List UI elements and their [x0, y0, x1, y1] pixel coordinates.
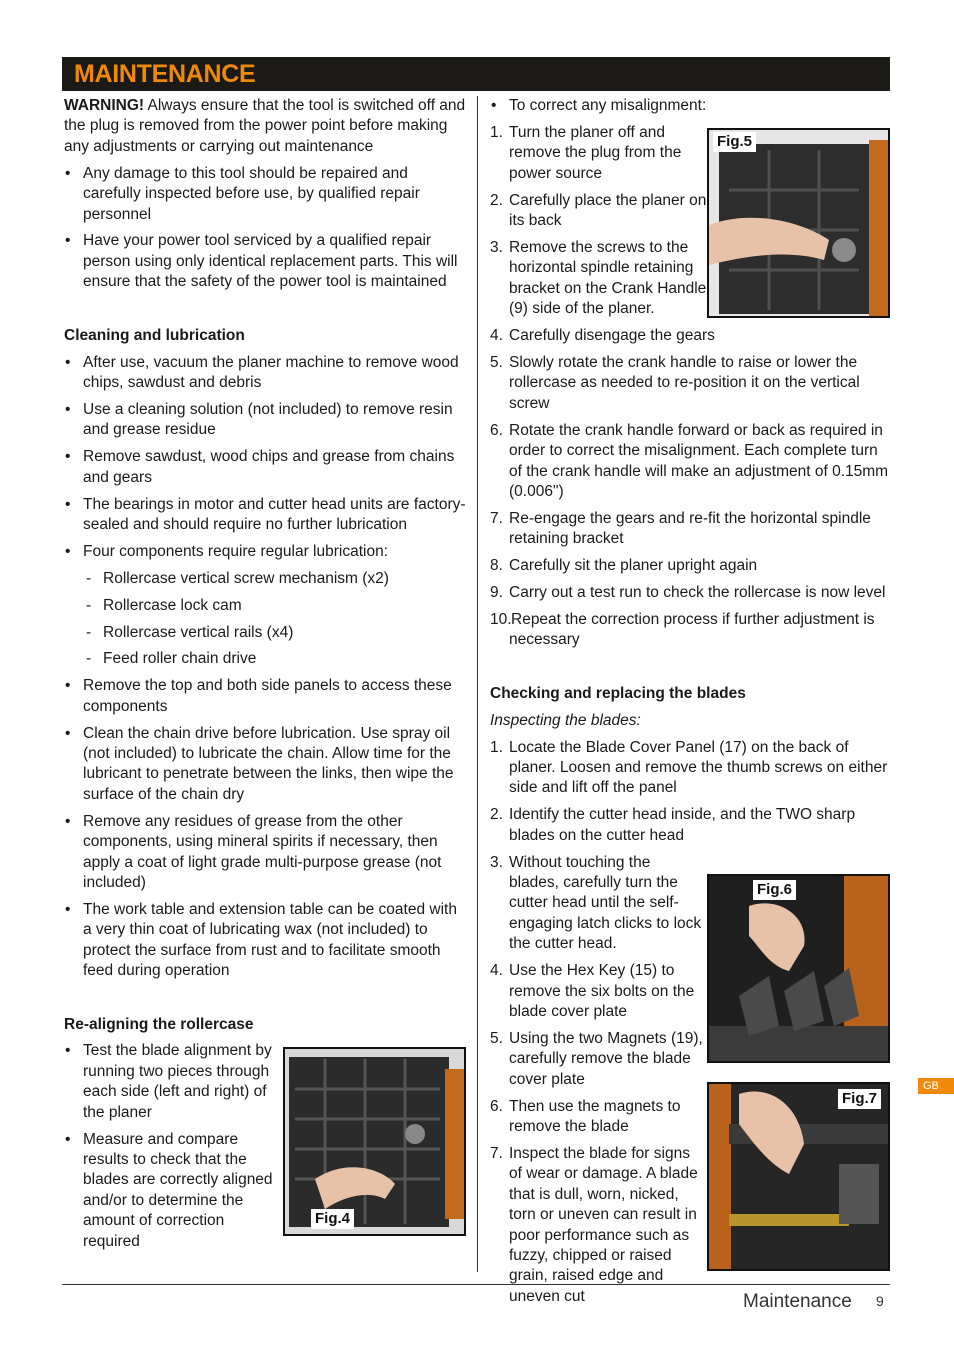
step-text: Rotate the crank handle forward or back as required in order to correct the misalignment. Each complete turn of the crank handle will make an adjustment of 0.15mm (0.006") [509, 421, 889, 500]
step-item [490, 583, 890, 603]
figure-7-label: Fig.7 [838, 1089, 881, 1109]
step-text: Re-engage the gears and re-fit the horizontal spindle retaining bracket [509, 509, 871, 548]
step-item [490, 191, 708, 232]
warning-text: Always ensure that the tool is switched off and the plug is removed from the power point before making any adjustments or carrying out maintenance [64, 97, 466, 155]
step-text: Carefully disengage the gears [509, 327, 715, 345]
language-tab: GB [918, 1078, 954, 1094]
step-number: 6. [490, 1097, 503, 1115]
step-text: Locate the Blade Cover Panel (17) on the back of planer. Loosen and remove the thumb screws on either side and lift off the panel [509, 738, 888, 797]
step-item [490, 805, 890, 846]
warning-paragraph [64, 96, 466, 157]
list-item: • Use a cleaning solution (not included) to remove resin and grease residue [64, 400, 466, 441]
cleaning-bullet-list-continued [64, 676, 466, 981]
section-header-bar [62, 57, 890, 91]
page-title: MAINTENANCE [74, 60, 256, 88]
step-number: 3. [490, 853, 503, 871]
step-text: Using the two Magnets (19), carefully remove the blade cover plate [509, 1029, 703, 1088]
cutter-head-illustration [709, 1084, 890, 1271]
list-item: • To correct any misalignment: [490, 96, 890, 116]
step-item [490, 961, 702, 1022]
list-item: • Any damage to this tool should be repaired and carefully inspected before use, by qualified repair personnel [64, 164, 466, 225]
step-number: 2. [490, 806, 503, 824]
list-item: • Measure and compare results to check that the blades are correctly aligned and/or to determine the amount of correction required [64, 1130, 274, 1252]
misalign-bullet-list [490, 96, 890, 116]
list-item: • Test the blade alignment by running two pieces through each side (left and right) of the planer [64, 1041, 274, 1123]
list-item: • Clean the chain drive before lubrication. Use spray oil (not included) to lubricate the chain. Allow time for the lubricant to penetrate between the links, then wipe the surface of the chain dry [64, 724, 466, 806]
spindle-bracket-illustration [709, 130, 890, 318]
planer-back-illustration [285, 1049, 466, 1236]
step-text: Identify the cutter head inside, and the TWO sharp blades on the cutter head [509, 806, 856, 844]
step-number: 2. [490, 191, 503, 209]
step-item [490, 853, 702, 955]
blades-heading: Checking and replacing the blades [490, 684, 746, 702]
figure-7-planer-photo [707, 1082, 890, 1271]
list-item: • Remove the top and both side panels to access these components [64, 676, 466, 717]
step-text: Slowly rotate the crank handle to raise or lower the rollercase as needed to re-position it on the vertical screw [509, 353, 860, 412]
list-item: - Feed roller chain drive [64, 649, 466, 669]
step-number: 7. [490, 1144, 503, 1162]
list-item: • Four components require regular lubrication: [64, 542, 466, 562]
step-number: 5. [490, 1029, 503, 1047]
figure-4-planer-photo [283, 1047, 466, 1236]
list-item: • Remove any residues of grease from the other components, using mineral spirits if necessary, then apply a coat of light grade multi-purpose grease (not included) [64, 812, 466, 894]
step-number: 4. [490, 327, 503, 345]
column-divider [477, 96, 478, 1272]
list-item: • Remove sawdust, wood chips and grease from chains and gears [64, 447, 466, 488]
list-item: • Have your power tool serviced by a qualified repair person using only identical replacement parts. This will ensure that the safety of the power tool is maintained [64, 231, 466, 292]
list-item: - Rollercase vertical rails (x4) [64, 623, 466, 643]
step-text: Carry out a test run to check the rollercase is now level [509, 584, 886, 602]
step-item [490, 353, 890, 414]
step-number: 7. [490, 509, 503, 527]
step-number: 1. [490, 123, 503, 141]
step-text: Carefully place the planer on its back [509, 191, 707, 230]
step-number: 8. [490, 557, 503, 575]
cleaning-heading: Cleaning and lubrication [64, 326, 245, 344]
step-number: 9. [490, 584, 503, 602]
figure-5-label: Fig.5 [713, 132, 756, 152]
list-item: • After use, vacuum the planer machine to remove wood chips, sawdust and debris [64, 353, 466, 394]
footer-section-title: Maintenance [743, 1291, 852, 1312]
step-text: Then use the magnets to remove the blade [509, 1097, 681, 1135]
step-item [490, 421, 890, 503]
step-item [490, 1144, 700, 1307]
step-text: Turn the planer off and remove the plug from the power source [509, 123, 682, 182]
step-text: Carefully sit the planer upright again [509, 557, 758, 575]
step-item [490, 738, 890, 799]
step-number: 1. [490, 738, 503, 756]
step-text: Repeat the correction process if further adjustment is necessary [509, 610, 875, 649]
step-number: 6. [490, 421, 503, 439]
step-item [490, 326, 890, 346]
step-number: 3. [490, 238, 503, 256]
step-text: Use the Hex Key (15) to remove the six bolts on the blade cover plate [509, 962, 695, 1020]
list-item: - Rollercase lock cam [64, 596, 466, 616]
realign-bullet-list [64, 1041, 274, 1252]
realign-heading: Re-aligning the rollercase [64, 1015, 254, 1033]
list-item: • The bearings in motor and cutter head units are factory-sealed and should require no further lubrication [64, 495, 466, 536]
step-item [490, 610, 890, 651]
warning-label: WARNING! [64, 97, 145, 114]
step-item [490, 1029, 704, 1090]
step-text: Inspect the blade for signs of wear or damage. A blade that is dull, worn, nicked, torn or uneven can result in poor performance such as fuzzy, chipped or raised grain, raised edge and uneven cut [509, 1144, 698, 1305]
footer-divider [62, 1284, 890, 1285]
step-text: Remove the screws to the horizontal spindle retaining bracket on the Crank Handle (9) side of the planer. [509, 238, 707, 318]
step-number: 10. [490, 610, 512, 628]
step-number: 4. [490, 962, 503, 980]
step-item [490, 509, 890, 550]
cleaning-bullet-list [64, 353, 466, 563]
figure-6-label: Fig.6 [753, 880, 796, 900]
step-item [490, 238, 708, 320]
intro-bullet-list [64, 164, 466, 293]
list-item: • The work table and extension table can be coated with a very thin coat of lubricating wax (not included) to protect the surface from rust and to facilitate smooth feed during operation [64, 900, 466, 982]
step-item [490, 1097, 695, 1138]
figure-6-planer-photo [707, 874, 890, 1063]
blade-cover-illustration [709, 876, 890, 1063]
step-number: 5. [490, 353, 503, 371]
step-item [490, 123, 686, 184]
figure-5-planer-photo [707, 128, 890, 318]
lubrication-component-list [64, 569, 466, 670]
inspect-subheading: Inspecting the blades: [490, 711, 641, 729]
step-text: Without touching the blades, carefully turn the cutter head until the self-engaging latch clicks to lock the cutter head. [509, 853, 702, 953]
page-number: 9 [876, 1293, 884, 1309]
figure-4-label: Fig.4 [311, 1209, 354, 1229]
step-item [490, 556, 890, 576]
list-item: - Rollercase vertical screw mechanism (x2) [64, 569, 466, 589]
